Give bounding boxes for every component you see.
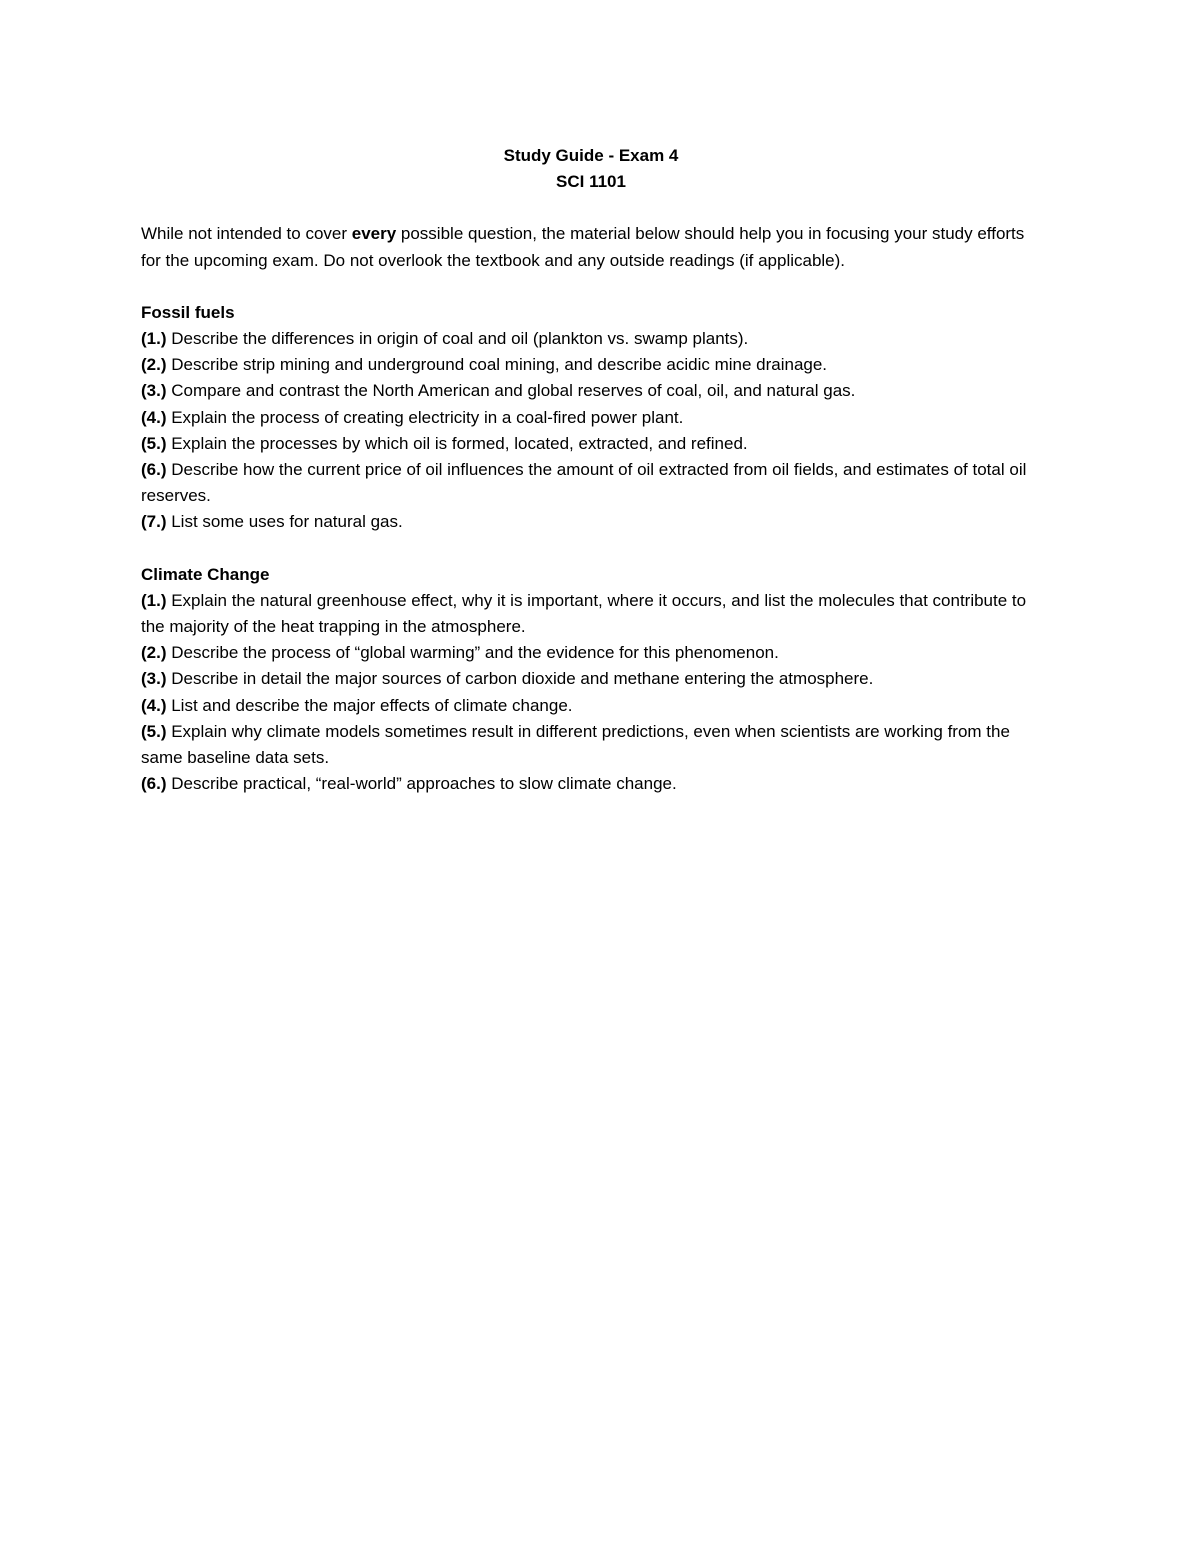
document-title: Study Guide - Exam 4 xyxy=(503,146,679,165)
item-number: (6.) xyxy=(141,774,167,794)
item-number: (1.) xyxy=(141,328,167,348)
title-block xyxy=(141,143,1041,195)
item-number: (5.) xyxy=(141,721,167,741)
item-number: (7.) xyxy=(141,512,167,532)
item-text: Explain why climate models sometimes result in different predictions, even when scientists are working from the same baseline data sets. xyxy=(141,721,1010,768)
item-text: List and describe the major effects of climate change. xyxy=(166,695,573,715)
item-number: (2.) xyxy=(141,643,167,663)
section-heading: Fossil fuels xyxy=(141,302,235,322)
section-heading: Climate Change xyxy=(141,564,270,584)
item-number: (2.) xyxy=(141,355,167,375)
intro-emphasis: every xyxy=(351,224,397,244)
list-item xyxy=(141,378,1041,404)
item-text: Explain the processes by which oil is formed, located, extracted, and refined. xyxy=(166,433,748,453)
list-item xyxy=(141,457,1041,509)
list-item xyxy=(141,666,1041,692)
item-number: (4.) xyxy=(141,695,167,715)
item-text: Describe practical, “real-world” approaches to slow climate change. xyxy=(166,774,677,794)
item-text: List some uses for natural gas. xyxy=(166,512,403,532)
item-number: (3.) xyxy=(141,669,167,689)
item-number: (1.) xyxy=(141,590,167,610)
list-item xyxy=(141,352,1041,378)
list-item xyxy=(141,640,1041,666)
list-item xyxy=(141,771,1041,797)
item-text: Describe strip mining and underground coal mining, and describe acidic mine drainage. xyxy=(166,355,828,375)
item-number: (5.) xyxy=(141,433,167,453)
course-code: SCI 1101 xyxy=(556,172,626,192)
item-text: Describe the process of “global warming” and the evidence for this phenomenon. xyxy=(166,643,779,663)
section-climate-change xyxy=(141,562,1041,798)
list-item xyxy=(141,719,1041,771)
list-item xyxy=(141,431,1041,457)
list-item xyxy=(141,326,1041,352)
list-item xyxy=(141,405,1041,431)
intro-text-before: While not intended to cover xyxy=(141,224,352,244)
item-text: Describe how the current price of oil influences the amount of oil extracted from oil fields, and estimates of total oil reserves. xyxy=(141,460,1027,506)
intro-paragraph xyxy=(141,221,1041,273)
list-item xyxy=(141,588,1041,640)
item-number: (4.) xyxy=(141,407,167,427)
item-number: (6.) xyxy=(141,460,167,479)
document-content xyxy=(141,143,1041,797)
item-text: Compare and contrast the North American and global reserves of coal, oil, and natural gas. xyxy=(166,381,856,401)
item-number: (3.) xyxy=(141,381,167,401)
item-text: Describe the differences in origin of coal and oil (plankton vs. swamp plants). xyxy=(166,328,749,348)
item-text: Describe in detail the major sources of carbon dioxide and methane entering the atmosphere. xyxy=(166,669,874,689)
item-text: Explain the natural greenhouse effect, why it is important, where it occurs, and list the molecules that contribute to the majority of the heat trapping in the atmosphere. xyxy=(141,590,1027,637)
section-fossil-fuels xyxy=(141,300,1041,536)
item-text: Explain the process of creating electricity in a coal-fired power plant. xyxy=(166,407,684,427)
intro-text-after: possible question, the material below should help you in focusing your study efforts for the upcoming exam. Do not overlook the textbook and any outside readings (if applicable). xyxy=(141,224,1025,270)
list-item xyxy=(141,693,1041,719)
list-item xyxy=(141,509,1041,535)
